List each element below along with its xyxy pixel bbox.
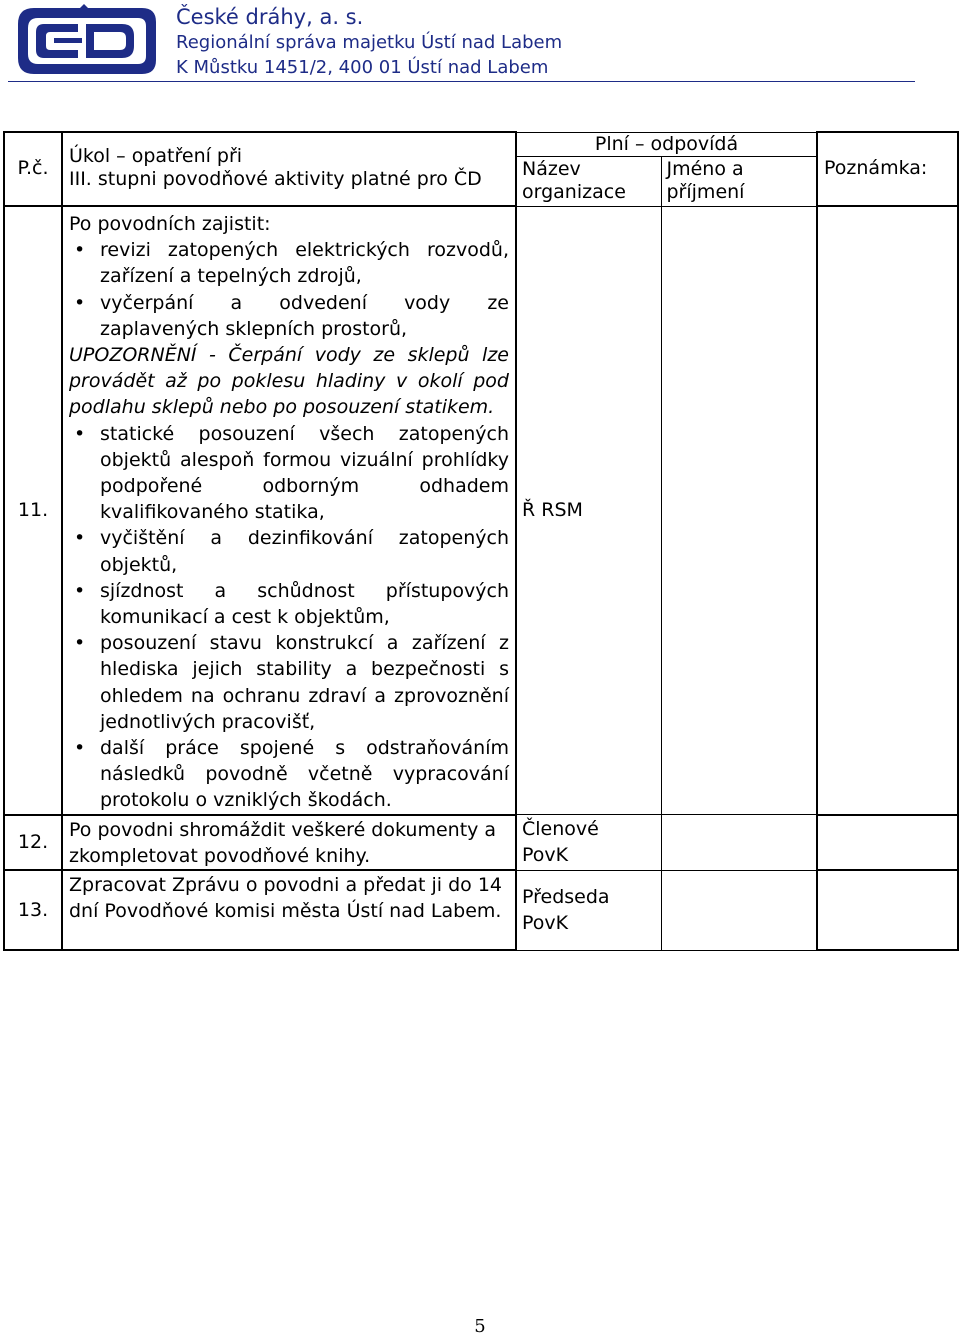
list-item: • sjízdnost a schůdnost přístupových komunikací a cest k objektům,: [100, 578, 509, 630]
row-num-cell: [4, 206, 62, 815]
header-responsible-cell: [516, 132, 817, 156]
row-num: 11.: [17, 499, 49, 522]
row-task-cell: [62, 815, 516, 870]
header-divider: [8, 81, 915, 82]
row-person-cell: [661, 206, 817, 815]
header-num-cell: [4, 132, 62, 206]
table-row: [4, 815, 958, 870]
warning-note: UPOZORNĚNÍ - Čerpání vody ze sklepů lze provádět až po poklesu hladiny v okolí pod podlahu sklepů nebo po posouzení statikem.: [69, 344, 509, 419]
row-org: Předseda PovK: [522, 885, 610, 935]
list-item: • vyčerpání a odvedení vody ze zaplavených sklepních prostorů,: [100, 290, 509, 342]
row-person-cell: [661, 815, 817, 870]
row-task: [63, 207, 515, 814]
header-note: Poznámka:: [824, 157, 928, 179]
header-person-cell: [661, 156, 817, 206]
row-num-cell: [4, 815, 62, 870]
row-num: 12.: [17, 831, 49, 854]
header-responsible: Plní – odpovídá: [594, 132, 739, 155]
row-org-cell: [516, 815, 661, 870]
table-row: [4, 870, 958, 950]
row-num: 13.: [17, 899, 49, 922]
list-item: • posouzení stavu konstrukcí a zařízení z hlediska jejich stability a bezpečnosti s ohledem na ochranu zdraví a zprovoznění jednotlivých pracovišť,: [100, 630, 509, 735]
table-header-row: [4, 132, 958, 156]
row-num-cell: [4, 870, 62, 950]
header-person: Jméno a příjmení: [666, 157, 745, 203]
list-item: • další práce spojené s odstraňováním následků povodně včetně vypracování protokolu o vzniklých škodách.: [100, 735, 509, 814]
organization-block: [176, 4, 562, 80]
department-name: Regionální správa majetku Ústí nad Labem: [176, 32, 563, 53]
header-org: Název organizace: [522, 157, 626, 203]
task-list-a: [69, 237, 509, 342]
list-item: • statické posouzení všech zatopených objektů alespoň formou vizuální prohlídky podpořené odborným odhadem kvalifikovaného statika,: [100, 421, 509, 526]
header-org-cell: [516, 156, 661, 206]
header-task-line2: III. stupni povodňové aktivity platné pro ČD: [69, 168, 482, 190]
row-note-cell: [817, 815, 958, 870]
document-header: [0, 0, 960, 84]
row-org-cell: [516, 206, 661, 815]
row-task-cell: [62, 206, 516, 815]
row-note-cell: [817, 870, 958, 950]
row-org: Členové PovK: [522, 818, 599, 867]
cd-logo-icon: [14, 2, 160, 80]
page-number: 5: [474, 1316, 486, 1337]
list-item: • vyčištění a dezinfikování zatopených objektů,: [100, 525, 509, 577]
row-note-cell: [817, 206, 958, 815]
table-row: [4, 206, 958, 815]
task-list-b: [69, 421, 509, 814]
flood-measures-table: [3, 131, 959, 951]
header-note-cell: [817, 132, 958, 206]
row-task: Zpracovat Zprávu o povodni a předat ji do 14 dní Povodňové komisi města Ústí nad Labem.: [69, 874, 502, 923]
row-task-cell: [62, 870, 516, 950]
row-org: Ř RSM: [522, 499, 583, 522]
company-address: K Můstku 1451/2, 400 01 Ústí nad Labem: [176, 57, 549, 78]
header-task-line1: Úkol – opatření při: [69, 145, 243, 167]
row-org-cell: [516, 870, 661, 950]
header-num: P.č.: [17, 157, 49, 179]
list-item: • revizi zatopených elektrických rozvodů, zařízení a tepelných zdrojů,: [100, 237, 509, 289]
row-task: Po povodni shromáždit veškeré dokumenty a zkompletovat povodňové knihy.: [69, 818, 497, 867]
header-task-cell: [62, 132, 516, 206]
company-name: České dráhy, a. s.: [176, 5, 364, 29]
row-person-cell: [661, 870, 817, 950]
task-intro: Po povodních zajistit:: [69, 213, 271, 235]
